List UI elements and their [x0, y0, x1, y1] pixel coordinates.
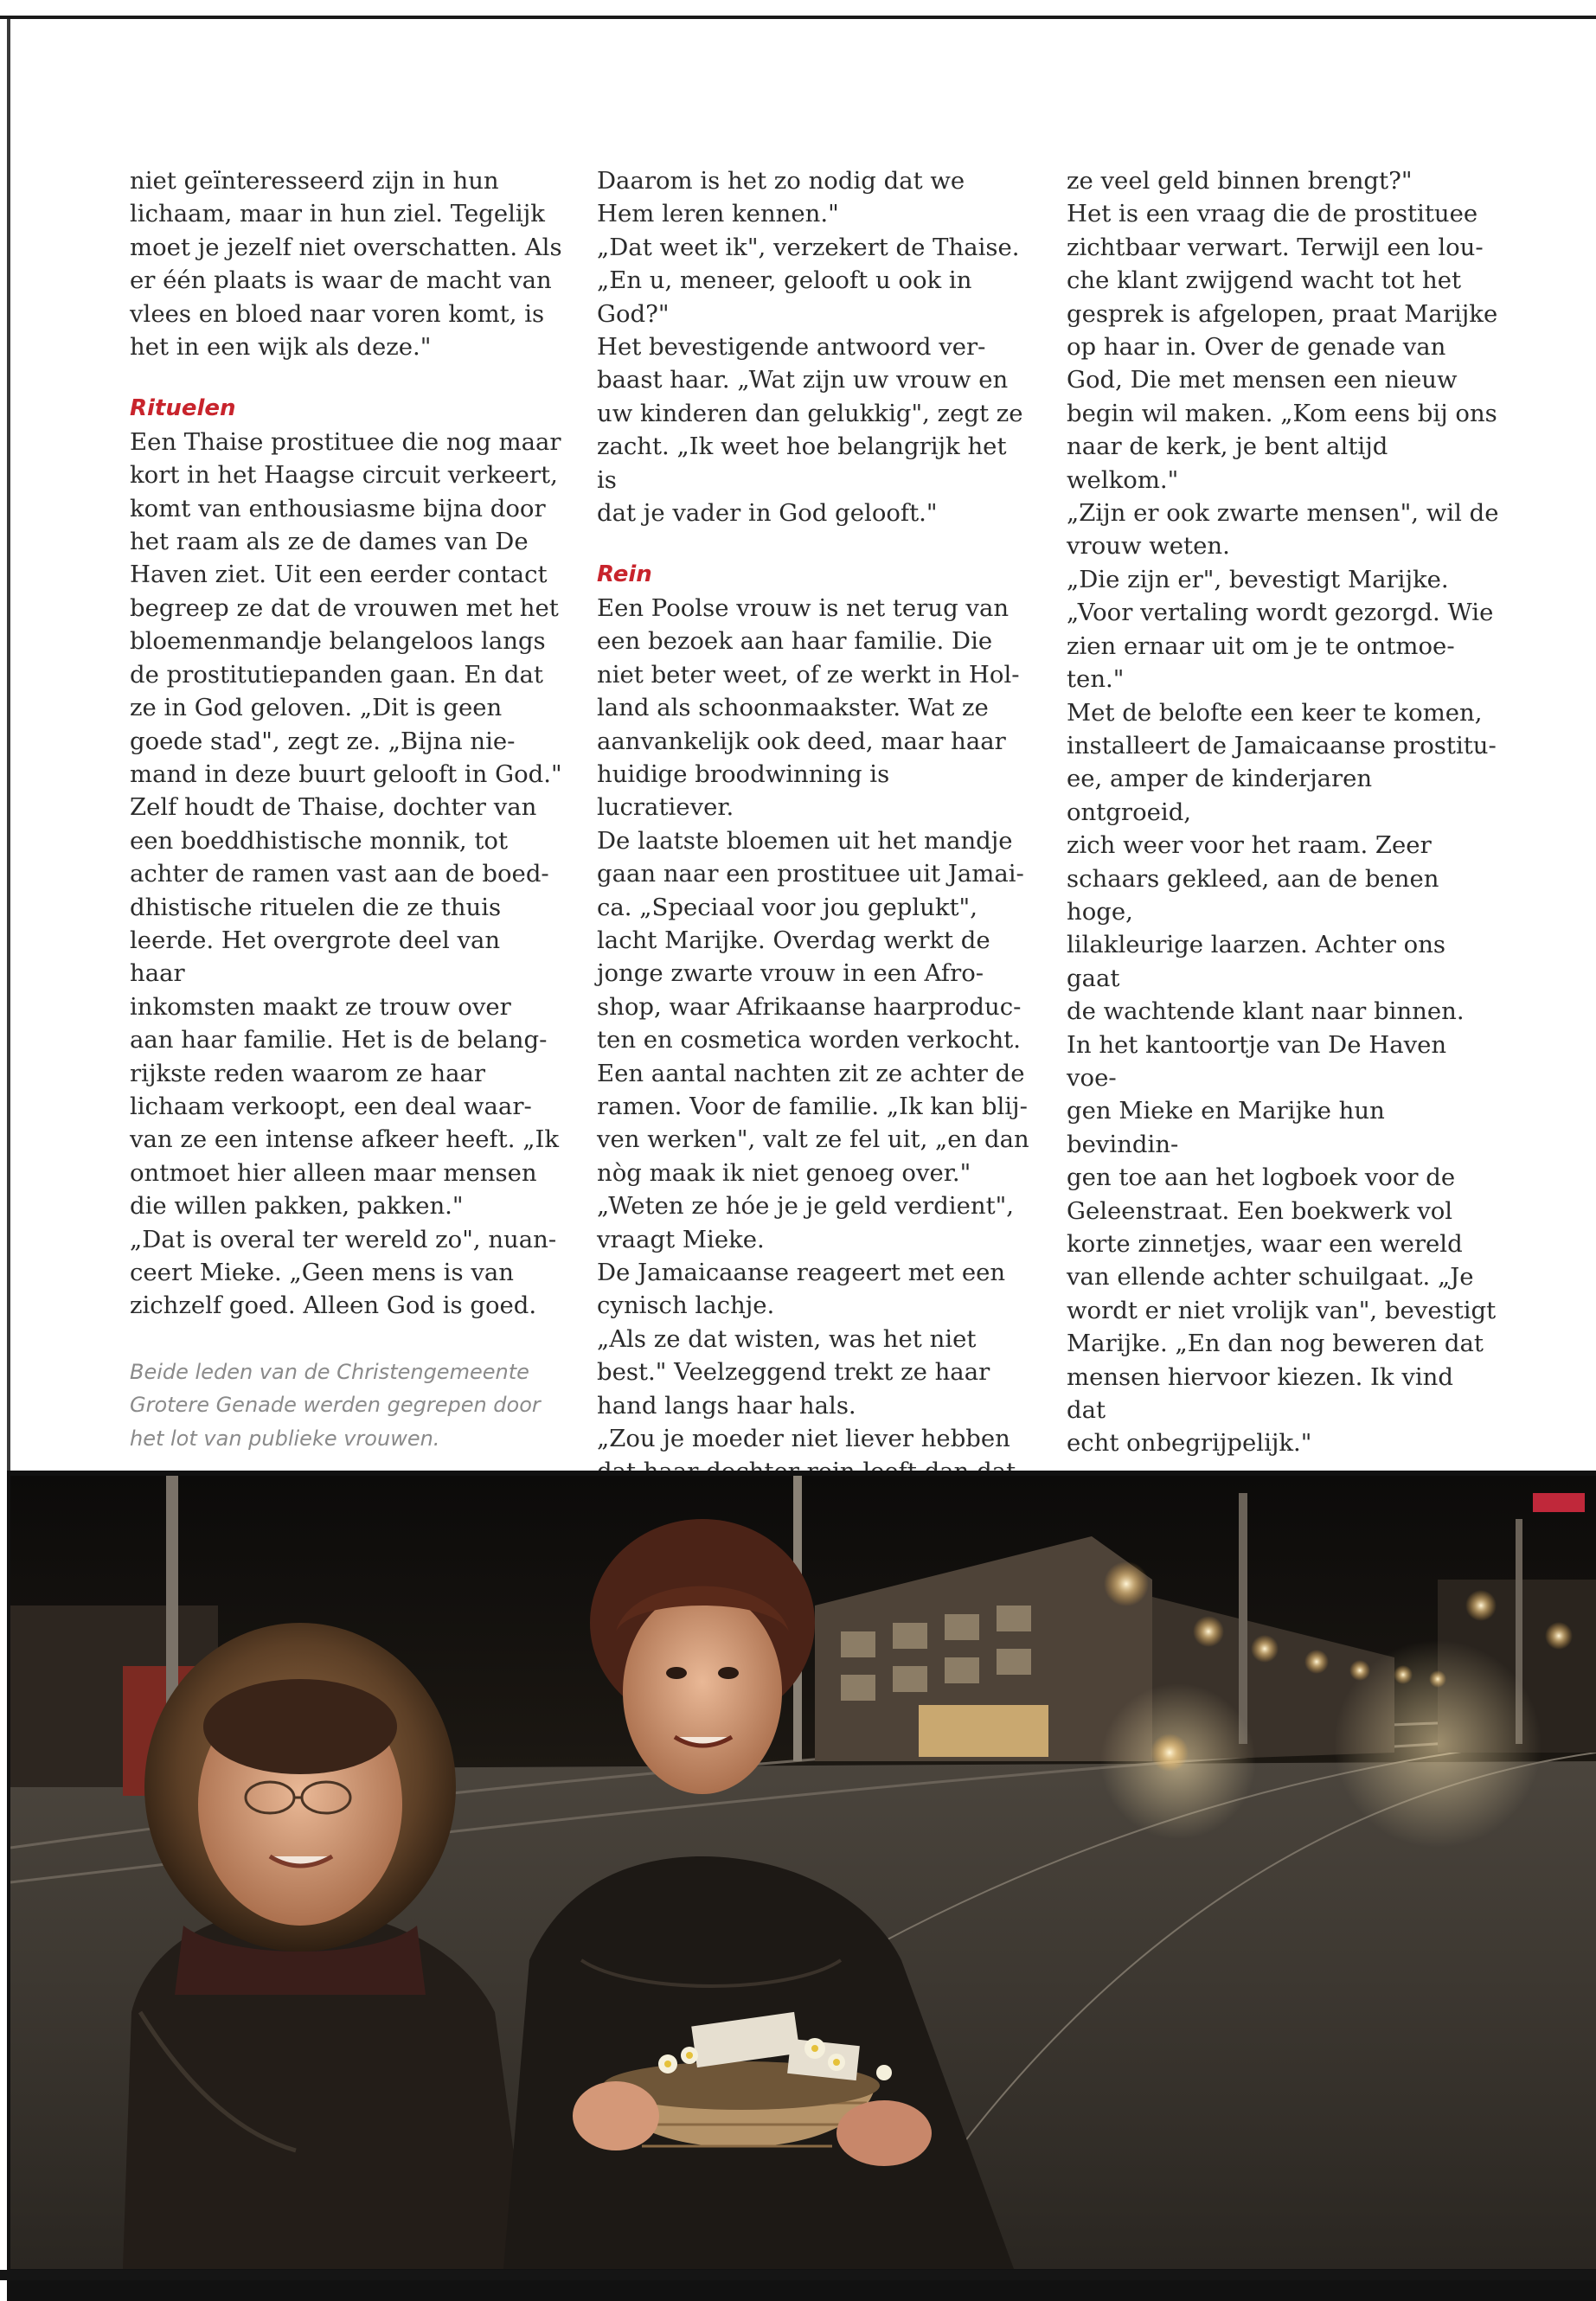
section-heading-rein: Rein: [597, 561, 652, 588]
column-1: [130, 164, 562, 1455]
street-night-photo: [10, 1476, 1596, 2269]
col2-paragraph-2: Een Poolse vrouw is net terug van een bezoek aan haar familie. Die niet beter weet, of ze werkt in Hol- land als schoonmaakster. Wat ze aanvankelijk ook deed, maar haar huidige broodwinning is lucratiever. De laatste bloemen uit het mandje gaan naar een prostituee uit Jamai- ca. „Speciaal voor jou geplukt", lacht Marijke. Overdag werkt de jonge zwarte vrouw in een Afro- shop, waar Afrikaanse haarproduc- ten en cosmetica worden verkocht. Een aantal nachten zit ze achter de ramen. Voor de familie. „Ik kan blij- ven werken", valt ze fel uit, „en dan nòg maak ik niet genoeg over." „Weten ze hóe je je geld verdient", vraagt Mieke. De Jamaicaanse reageert met een cynisch lachje. „Als ze dat wisten, was het niet best." Veelzeggend trekt ze haar hand langs haar hals. „Zou je moeder niet liever hebben: [597, 593, 1029, 1453]
photo-caption: Beide leden van de Christengemeente Grotere Genade werden gegrepen door het lot van publieke vrouwen.: [130, 1359, 541, 1451]
column-2: [597, 164, 1029, 1489]
top-rule: [0, 16, 1596, 19]
col2-paragraph-1: Daarom is het zo nodig dat we Hem leren kennen." „Dat weet ik", verzekert de Thaise. „En u, meneer, gelooft u ook in God?" Het bevestigende antwoord ver- baast haar. „Wat zijn uw vrouw en uw kinderen dan gelukkig", zegt ze zacht. „Ik weet hoe belangrijk het is dat je vader in God gelooft.": [597, 167, 1023, 528]
col1-paragraph-1: niet geïnteresseerd zijn in hun lichaam, maar in hun ziel. Tegelijk moet je jezelf niet overschatten. Als er één plaats is waar de macht van vlees en bloed naar voren komt, is het in een wijk als deze.": [130, 167, 562, 362]
col3-paragraph-1: ze veel geld binnen brengt?" Het is een vraag die de prostituee zichtbaar verwart. Terwijl een lou- che klant zwijgend wacht tot het gesprek is afgelopen, praat Marijke op haar in. Over de genade van God, Die met mensen een nieuw begin wil maken. „Kom eens bij ons naar de kerk, je bent altijd welkom." „Zijn er ook zwarte mensen", wil de vrouw weten. „Die zijn er", bevestigt Marijke. „Voor vertaling wordt gezorgd. Wie zien ernaar uit om je te ontmoe- ten." Met de belofte een keer te komen, installeert de Jamaicaanse prostitu- ee, amper de kinderjaren ontgroeid, zich weer voor het raam. Zeer schaars gekleed, aan de benen hoge, lilakleurige laarzen. Achter ons gaat de wachtende klant naar binnen. In het kantoortje van De Haven voe- gen Mieke en Marijke hun bevindin- gen toe aan het logboek voor de Geleenstraat. Een boekwerk vol korte zinnetjes, waar een wereld van ellende achter schuilgaat. „Je wordt er niet vrolijk van", bevestigt Marijke. „En dan nog beweren dat mensen hiervoor kiezen. Ik vind dat echt onbegrijpelijk.": [1067, 167, 1499, 1458]
col1-paragraph-2: Een Thaise prostituee die nog maar kort in het Haagse circuit verkeert, komt van enthousiasme bijna door het raam als ze de dames van De Haven ziet. Uit een eerder contact begreep ze dat de vrouwen met het bloemenmandje belangeloos langs de prostitutiepanden gaan. En dat ze in God geloven. „Dit is geen goede stad", zegt ze. „Bijna nie- mand in deze buurt gelooft in God." Zelf houdt de Thaise, dochter van een boeddhistische monnik, tot achter de ramen vast aan de boed- dhistische rituelen die ze thuis leerde. Het overgrote deel van haar inkomsten maakt ze trouw over aan haar familie. Het is de belang- rijkste reden waarom ze haar lichaam verkoopt, een deal waar- van ze een intense afkeer heeft. „Ik ontmoet hier alleen maar mensen die willen pakken, pakken." „Dat is overal ter wereld zo", nuan- ceert Mieke. „Geen mens is van zichzelf goed. Alleen God is goed.: [130, 427, 562, 1320]
column-3: [1067, 164, 1499, 1692]
section-heading-rituelen: Rituelen: [130, 395, 236, 422]
bottom-rule: [0, 2270, 1596, 2280]
left-edge-rule: [7, 19, 10, 1472]
